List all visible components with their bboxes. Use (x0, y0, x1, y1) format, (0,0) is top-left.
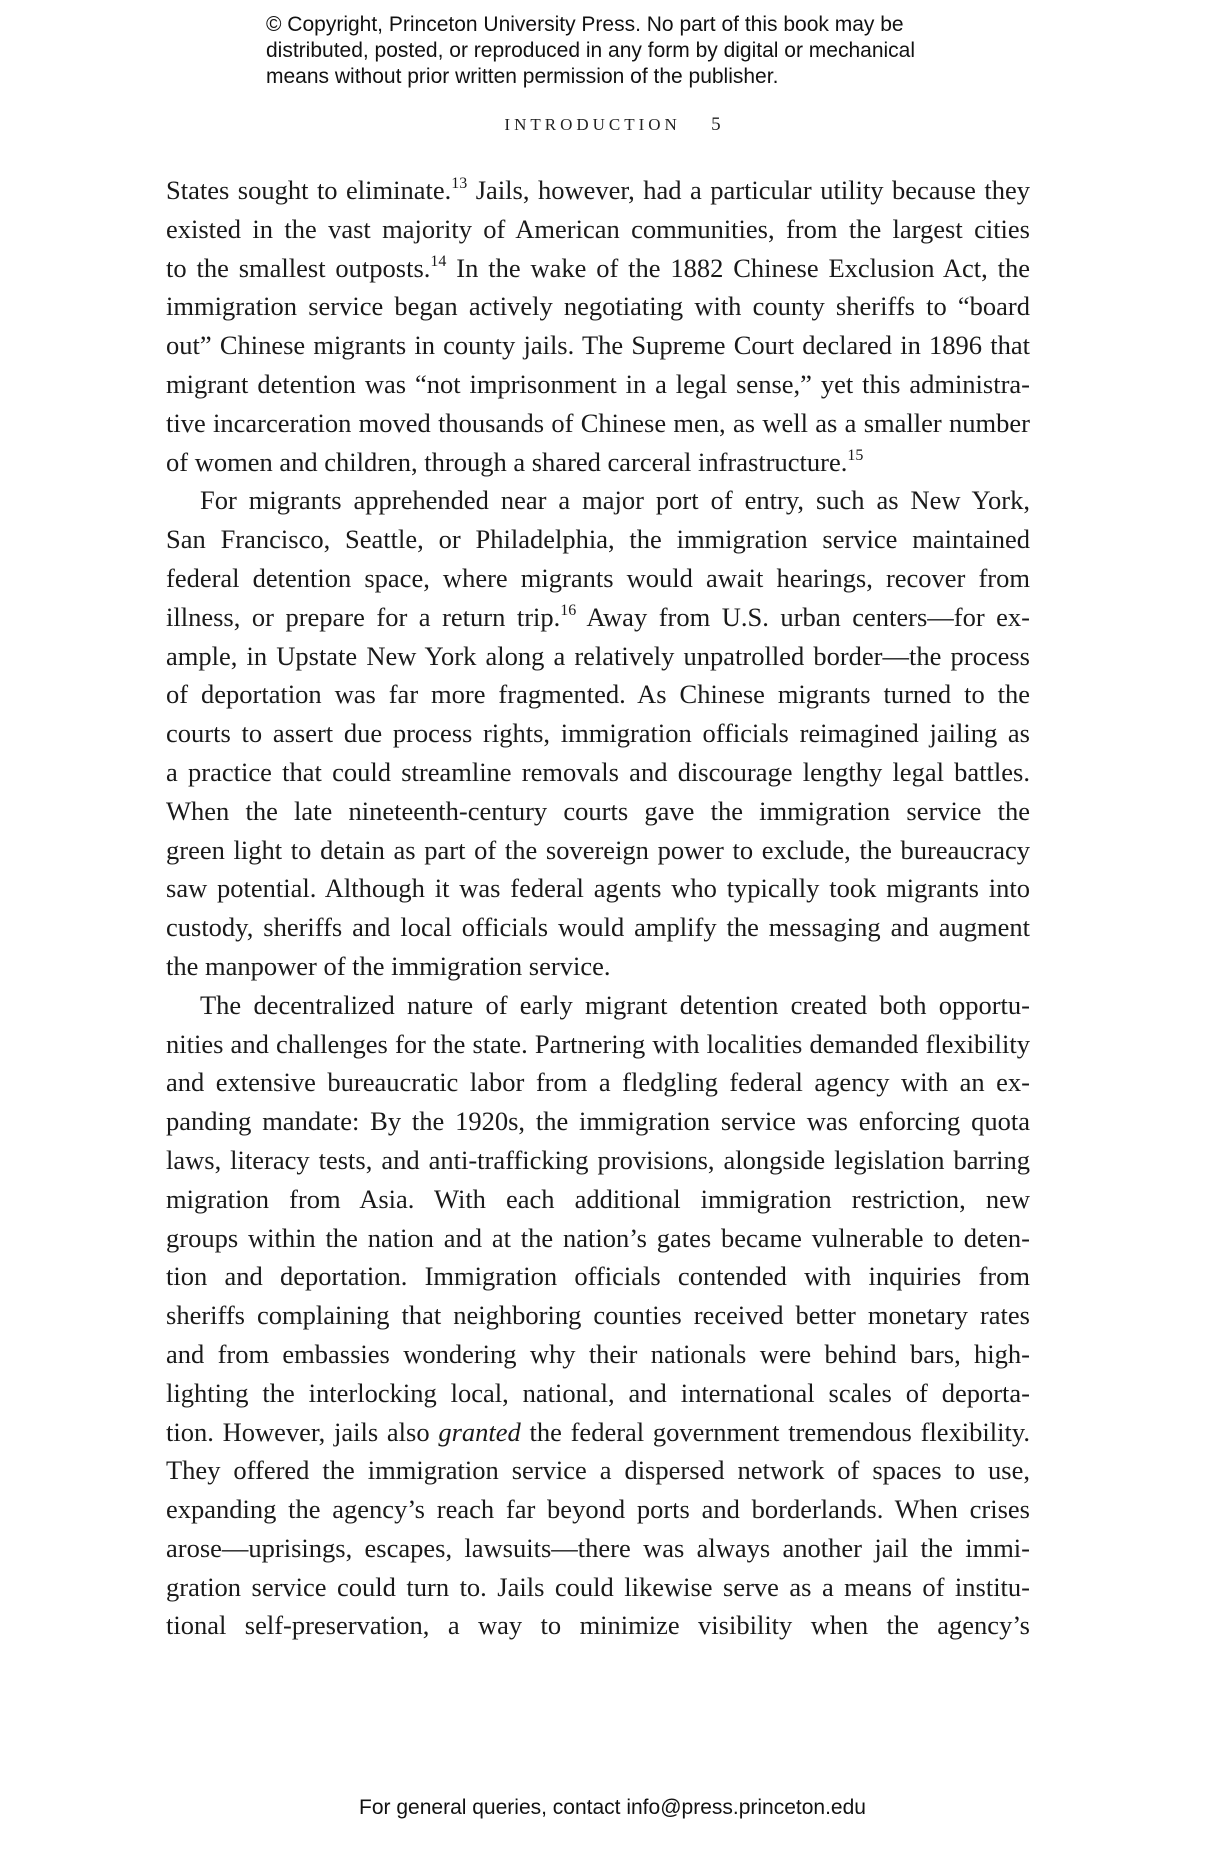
text-line (166, 1335, 1030, 1374)
text-line (166, 520, 1030, 559)
line-text: of women and children, through a shared carceral infrastructure. (166, 446, 848, 477)
text-line (166, 637, 1030, 676)
copyright-notice (266, 12, 1026, 90)
line-text: lighting the interlocking local, national, and international scales of deporta- (166, 1377, 1030, 1408)
line-text: federal detention space, where migrants would await hearings, recover from (166, 562, 1030, 593)
text-line (166, 1529, 1030, 1568)
line-text: gration service could turn to. Jails could likewise serve as a means of institu- (166, 1571, 1030, 1602)
line-text: illness, or prepare for a return trip. (166, 601, 561, 632)
text-line (166, 947, 1030, 986)
line-text: panding mandate: By the 1920s, the immigration service was enforcing quota (166, 1106, 1030, 1137)
text-line (166, 1413, 1030, 1452)
line-text: arose—uprisings, escapes, lawsuits—there was always another jail the immi- (166, 1532, 1030, 1563)
line-text: States sought to eliminate. (166, 175, 452, 205)
text-line (166, 869, 1030, 908)
text-line (166, 753, 1030, 792)
line-text: to the smallest outposts. (166, 252, 431, 283)
text-line (166, 287, 1030, 326)
line-text: a practice that could streamline removals and discourage lengthy legal battles. (166, 756, 1030, 787)
text-line (166, 986, 1030, 1025)
line-text: migration from Asia. With each additional immigration restriction, new (166, 1183, 1030, 1214)
line-text: of deportation was far more fragmented. As Chinese migrants turned to the (166, 679, 1030, 710)
line-text: and extensive bureaucratic labor from a fledgling federal agency with an ex- (166, 1067, 1030, 1098)
footer-contact: For general queries, contact info@press.princeton.edu (359, 1796, 866, 1819)
line-text: immigration service began actively negotiating with county sheriffs to “board (166, 291, 1030, 322)
text-line (166, 1490, 1030, 1529)
line-text-continued: In the wake of the 1882 Chinese Exclusion Act, the (446, 252, 1030, 283)
line-text: When the late nineteenth-century courts gave the immigration service the (166, 795, 1030, 826)
text-line (166, 365, 1030, 404)
line-text: green light to detain as part of the sovereign power to exclude, the bureaucracy (166, 834, 1030, 865)
text-line (166, 559, 1030, 598)
text-line (166, 249, 1030, 288)
line-text: ample, in Upstate New York along a relatively unpatrolled border—the process (166, 640, 1030, 671)
text-line (166, 598, 1030, 637)
running-head (0, 114, 1225, 136)
line-text: existed in the vast majority of American communities, from the largest cities (166, 213, 1030, 244)
text-line (166, 326, 1030, 365)
line-text: and from embassies wondering why their nationals were behind bars, high- (166, 1338, 1030, 1369)
line-text-continued: Away from U.S. urban centers—for ex- (576, 601, 1030, 632)
line-text: tion and deportation. Immigration officials contended with inquiries from (166, 1261, 1030, 1292)
line-text: courts to assert due process rights, immigration officials reimagined jailing as (166, 718, 1030, 749)
text-line (166, 1374, 1030, 1413)
text-line (166, 1568, 1030, 1607)
line-text: migrant detention was “not imprisonment in a legal sense,” yet this administra- (166, 368, 1030, 399)
line-text: For migrants apprehended near a major port of entry, such as New York, (200, 485, 1030, 516)
emphasis-text: granted (438, 1416, 521, 1447)
text-line (166, 908, 1030, 947)
text-line (166, 1296, 1030, 1335)
line-text: laws, literacy tests, and anti-trafficking provisions, alongside legislation barring (166, 1144, 1030, 1175)
line-text-continued: the federal government tremendous flexibility. (520, 1416, 1030, 1447)
text-line (166, 210, 1030, 249)
line-text: tive incarceration moved thousands of Chinese men, as well as a smaller number (166, 407, 1030, 438)
text-line (166, 171, 1030, 210)
text-line (166, 1141, 1030, 1180)
text-line (166, 675, 1030, 714)
footnote-reference: 13 (451, 175, 468, 192)
line-text: sheriffs complaining that neighboring counties received better monetary rates (166, 1300, 1030, 1331)
line-text: out” Chinese migrants in county jails. The Supreme Court declared in 1896 that (166, 330, 1030, 361)
text-line (166, 404, 1030, 443)
line-text: The decentralized nature of early migrant detention created both opportu- (200, 989, 1030, 1020)
text-line (166, 792, 1030, 831)
chapter-title: INTRODUCTION (504, 115, 681, 134)
copyright-line: © Copyright, Princeton University Press. No part of this book may be (266, 13, 904, 36)
line-text: custody, sheriffs and local officials would amplify the messaging and augment (166, 912, 1030, 943)
line-text: San Francisco, Seattle, or Philadelphia, the immigration service maintained (166, 524, 1030, 555)
text-line (166, 1063, 1030, 1102)
line-text: the manpower of the immigration service. (166, 950, 611, 981)
line-text: saw potential. Although it was federal agents who typically took migrants into (166, 873, 1030, 904)
text-line (166, 1606, 1030, 1645)
line-text: They offered the immigration service a dispersed network of spaces to use, (166, 1455, 1030, 1486)
text-line (166, 1102, 1030, 1141)
text-line (166, 714, 1030, 753)
footnote-reference: 14 (430, 252, 447, 270)
footnote-reference: 16 (560, 601, 577, 619)
line-text: tion. However, jails also (166, 1416, 439, 1447)
text-line (166, 481, 1030, 520)
line-text: nities and challenges for the state. Partnering with localities demanded flexibility (166, 1028, 1030, 1059)
body-text (166, 171, 1030, 1645)
text-line (166, 1257, 1030, 1296)
text-line (166, 443, 1030, 482)
copyright-line: means without prior written permission of the publisher. (266, 65, 779, 88)
copyright-line: distributed, posted, or reproduced in any form by digital or mechanical (266, 39, 916, 62)
line-text-continued: Jails, however, had a particular utility because they (467, 175, 1031, 205)
text-line (166, 1180, 1030, 1219)
text-line (166, 1219, 1030, 1258)
footnote-reference: 15 (847, 446, 864, 464)
line-text: groups within the nation and at the nation’s gates became vulnerable to deten- (166, 1222, 1030, 1253)
text-line (166, 1025, 1030, 1064)
text-line (166, 1451, 1030, 1490)
page-number: 5 (711, 114, 721, 135)
line-text: tional self-preservation, a way to minimize visibility when the agency’s (166, 1610, 1030, 1641)
line-text: expanding the agency’s reach far beyond ports and borderlands. When crises (166, 1494, 1030, 1525)
text-line (166, 831, 1030, 870)
